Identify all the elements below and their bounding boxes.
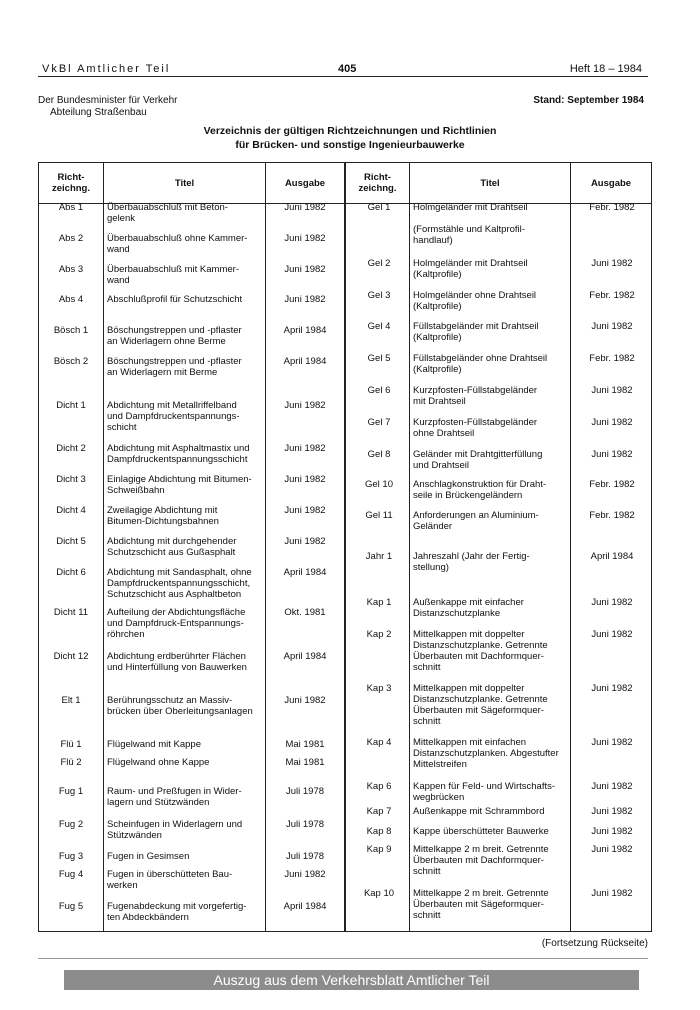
col-header-code: Richt- zeichng. — [358, 172, 397, 194]
row-title: Einlagige Abdichtung mit Bitumen- Schweißbahn — [107, 474, 252, 496]
row-title: Überbauabschluß mit Kammer- wand — [107, 264, 239, 286]
row-date: Mai 1981 — [285, 757, 325, 768]
row-title: Kappen für Feld- und Wirtschafts- wegbrücken — [413, 781, 556, 803]
row-code: Kap 3 — [366, 683, 392, 694]
row-title: Außenkappe mit einfacher Distanzschutzplanke — [413, 597, 524, 619]
row-date: Juni 1982 — [591, 417, 633, 428]
row-code: Gel 4 — [367, 321, 391, 332]
row-date: Juni 1982 — [284, 695, 326, 706]
row-title: Holmgeländer ohne Drahtseil (Kaltprofile) — [413, 290, 537, 312]
table-center-divider — [344, 163, 346, 931]
row-title: Holmgeländer mit Drahtseil (Formstähle und Kaltprofil- handlauf) — [413, 202, 528, 246]
row-code: Elt 1 — [61, 695, 81, 706]
row-code: Kap 9 — [366, 844, 392, 855]
row-title: Mittelkappen mit doppelter Distanzschutzplanke. Getrennte Überbauten mit Dachformquer- schnitt — [413, 629, 548, 673]
row-code: Dicht 12 — [53, 651, 89, 662]
row-title: Böschungstreppen und -pflaster an Widerlagern ohne Berme — [107, 325, 242, 347]
row-code: Kap 1 — [366, 597, 392, 608]
row-title: Mittelkappe 2 m breit. Getrennte Überbauten mit Sägeformquer- schnitt — [413, 888, 549, 921]
row-title: Abschlußprofil für Schutzschicht — [107, 294, 243, 305]
row-code: Jahr 1 — [365, 551, 393, 562]
row-title: Flügelwand ohne Kappe — [107, 757, 210, 768]
row-date: April 1984 — [283, 651, 327, 662]
row-code: Gel 10 — [365, 479, 393, 490]
row-code: Abs 3 — [58, 264, 84, 275]
issue-label: Heft 18 – 1984 — [569, 63, 642, 75]
row-date: April 1984 — [590, 551, 634, 562]
row-title: Geländer mit Drahtgitterfüllung und Drahtseil — [413, 449, 543, 471]
row-title: Mittelkappen mit einfachen Distanzschutzplanken. Abgestufter Mittelstreifen — [413, 737, 559, 770]
stand-date: Stand: September 1984 — [533, 95, 644, 106]
row-title: Überbauabschluß mit Beton- gelenk — [107, 202, 228, 224]
row-date: April 1984 — [283, 356, 327, 367]
ministry-block — [38, 95, 178, 119]
row-title: Abdichtung mit Sandasphalt, ohne Dampfdruckentspannungsschicht, Schutzschicht aus Asphaltbeton — [107, 567, 252, 600]
row-title: Flügelwand mit Kappe — [107, 739, 201, 750]
row-code: Dicht 3 — [56, 474, 86, 485]
row-code: Dicht 1 — [56, 400, 86, 411]
row-date: Juni 1982 — [591, 781, 633, 792]
row-date: April 1984 — [283, 325, 327, 336]
row-date: Juni 1982 — [284, 536, 326, 547]
row-code: Gel 3 — [367, 290, 391, 301]
row-date: Juli 1978 — [285, 851, 325, 862]
row-title: Abdichtung erdberührter Flächen und Hinterfüllung von Bauwerken — [107, 651, 247, 673]
row-code: Kap 10 — [363, 888, 395, 899]
row-title: Füllstabgeländer ohne Drahtseil (Kaltprofile) — [413, 353, 548, 375]
row-title: Kappe überschütteter Bauwerke — [413, 826, 549, 837]
col-header-title: Titel — [480, 177, 500, 189]
journal-header: VkBl Amtlicher Teil — [42, 63, 171, 75]
row-date: Juni 1982 — [591, 449, 633, 460]
row-title: Raum- und Preßfugen in Wider- lagern und Stützwänden — [107, 786, 242, 808]
row-date: Juli 1978 — [285, 786, 325, 797]
row-code: Fug 5 — [58, 901, 84, 912]
row-code: Bösch 1 — [53, 325, 89, 336]
row-code: Gel 7 — [367, 417, 391, 428]
row-code: Dicht 11 — [53, 607, 89, 618]
col-divider — [103, 163, 104, 931]
row-title: Zweilagige Abdichtung mit Bitumen-Dichtungsbahnen — [107, 505, 219, 527]
row-title: Fugen in überschütteten Bau- werken — [107, 869, 233, 891]
row-date: Juni 1982 — [591, 597, 633, 608]
row-title: Berührungsschutz an Massiv- brücken über Oberleitungsanlagen — [107, 695, 253, 717]
col-header-date: Ausgabe — [284, 177, 326, 189]
row-title: Mittelkappe 2 m breit. Getrennte Überbauten mit Dachformquer- schnitt — [413, 844, 549, 877]
row-date: Okt. 1981 — [284, 607, 326, 618]
row-code: Gel 11 — [365, 510, 393, 521]
row-date: Juni 1982 — [284, 474, 326, 485]
row-code: Dicht 4 — [56, 505, 86, 516]
row-code: Gel 2 — [367, 258, 391, 269]
col-header-title: Titel — [174, 177, 195, 189]
row-date: Juni 1982 — [284, 869, 326, 880]
title-line-1: Verzeichnis der gültigen Richtzeichnungen und Richtlinien — [203, 125, 497, 137]
row-date: Juni 1982 — [284, 233, 326, 244]
row-code: Gel 5 — [367, 353, 391, 364]
row-date: Juni 1982 — [591, 826, 633, 837]
row-code: Flü 2 — [60, 757, 82, 768]
row-date: Febr. 1982 — [589, 510, 635, 521]
row-title: Füllstabgeländer mit Drahtseil (Kaltprofile) — [413, 321, 539, 343]
row-date: Juni 1982 — [591, 888, 633, 899]
row-date: Febr. 1982 — [589, 479, 635, 490]
row-title: Anschlagkonstruktion für Draht- seile in Brückengeländern — [413, 479, 547, 501]
row-date: Febr. 1982 — [589, 202, 635, 213]
ministry-department: Abteilung Straßenbau — [50, 107, 147, 118]
row-code: Kap 8 — [366, 826, 392, 837]
header-rule — [38, 76, 648, 77]
row-title: Böschungstreppen und -pflaster an Widerlagern mit Berme — [107, 356, 242, 378]
row-code: Abs 1 — [58, 202, 84, 213]
row-title: Jahreszahl (Jahr der Fertig- stellung) — [413, 551, 530, 573]
row-code: Kap 7 — [366, 806, 392, 817]
row-date: Juni 1982 — [591, 321, 633, 332]
row-date: Juni 1982 — [284, 294, 326, 305]
continuation-note: (Fortsetzung Rückseite) — [541, 938, 648, 949]
row-date: Juni 1982 — [284, 443, 326, 454]
row-title: Kurzpfosten-Füllstabgeländer mit Drahtseil — [413, 385, 538, 407]
row-title: Abdichtung mit Metallriffelband und Dampfdruckentspannungs- schicht — [107, 400, 240, 433]
row-code: Fug 4 — [58, 869, 84, 880]
row-code: Kap 4 — [366, 737, 392, 748]
row-code: Kap 6 — [366, 781, 392, 792]
row-code: Flü 1 — [60, 739, 82, 750]
row-code: Fug 3 — [58, 851, 84, 862]
row-date: Juni 1982 — [591, 683, 633, 694]
row-title: Holmgeländer mit Drahtseil (Kaltprofile) — [413, 258, 528, 280]
row-code: Gel 8 — [367, 449, 391, 460]
row-date: Juni 1982 — [591, 258, 633, 269]
row-date: April 1984 — [283, 567, 327, 578]
row-code: Dicht 6 — [56, 567, 86, 578]
row-date: Febr. 1982 — [589, 290, 635, 301]
row-code: Abs 4 — [58, 294, 84, 305]
col-header-code: Richt- zeichng. — [51, 172, 90, 194]
row-title: Überbauabschluß ohne Kammer- wand — [107, 233, 248, 255]
row-date: Juni 1982 — [591, 385, 633, 396]
row-date: Juni 1982 — [591, 737, 633, 748]
row-title: Abdichtung mit Asphaltmastix und Dampfdruckentspannungsschicht — [107, 443, 250, 465]
col-header-date: Ausgabe — [590, 177, 632, 189]
document-title — [0, 124, 700, 152]
row-title: Fugenabdeckung mit vorgefertig- ten Abdeckbändern — [107, 901, 247, 923]
row-code: Kap 2 — [366, 629, 392, 640]
row-title: Aufteilung der Abdichtungsfläche und Dampfdruck-Entspannungs- röhrchen — [107, 607, 246, 640]
row-code: Dicht 5 — [56, 536, 86, 547]
row-date: April 1984 — [283, 901, 327, 912]
row-code: Gel 1 — [367, 202, 391, 213]
row-date: Juni 1982 — [284, 505, 326, 516]
row-title: Kurzpfosten-Füllstabgeländer ohne Drahtseil — [413, 417, 538, 439]
row-code: Abs 2 — [58, 233, 84, 244]
row-date: Juni 1982 — [591, 844, 633, 855]
row-code: Dicht 2 — [56, 443, 86, 454]
row-title: Anforderungen an Aluminium- Geländer — [413, 510, 539, 532]
page-number: 405 — [338, 63, 357, 75]
row-date: Mai 1981 — [285, 739, 325, 750]
row-code: Fug 1 — [58, 786, 84, 797]
row-title: Abdichtung mit durchgehender Schutzschicht aus Gußasphalt — [107, 536, 237, 558]
row-code: Fug 2 — [58, 819, 84, 830]
row-date: Juni 1982 — [284, 400, 326, 411]
row-date: Juni 1982 — [284, 202, 326, 213]
row-code: Bösch 2 — [53, 356, 89, 367]
row-title: Fugen in Gesimsen — [107, 851, 190, 862]
ministry-name: Der Bundesminister für Verkehr — [38, 95, 178, 106]
row-title: Außenkappe mit Schrammbord — [413, 806, 545, 817]
row-date: Juni 1982 — [284, 264, 326, 275]
footer-rule — [38, 958, 648, 959]
source-banner: Auszug aus dem Verkehrsblatt Amtlicher Teil — [64, 970, 639, 990]
row-date: Juli 1978 — [285, 819, 325, 830]
row-date: Juni 1982 — [591, 806, 633, 817]
row-date: Juni 1982 — [591, 629, 633, 640]
row-title: Scheinfugen in Widerlagern und Stützwänden — [107, 819, 243, 841]
directory-table — [38, 162, 652, 932]
row-title: Mittelkappen mit doppelter Distanzschutzplanke. Getrennte Überbauten mit Sägeformquer- schnitt — [413, 683, 548, 727]
title-line-2: für Brücken- und sonstige Ingenieurbauwerke — [235, 139, 465, 151]
row-date: Febr. 1982 — [589, 353, 635, 364]
row-code: Gel 6 — [367, 385, 391, 396]
col-divider — [265, 163, 266, 931]
